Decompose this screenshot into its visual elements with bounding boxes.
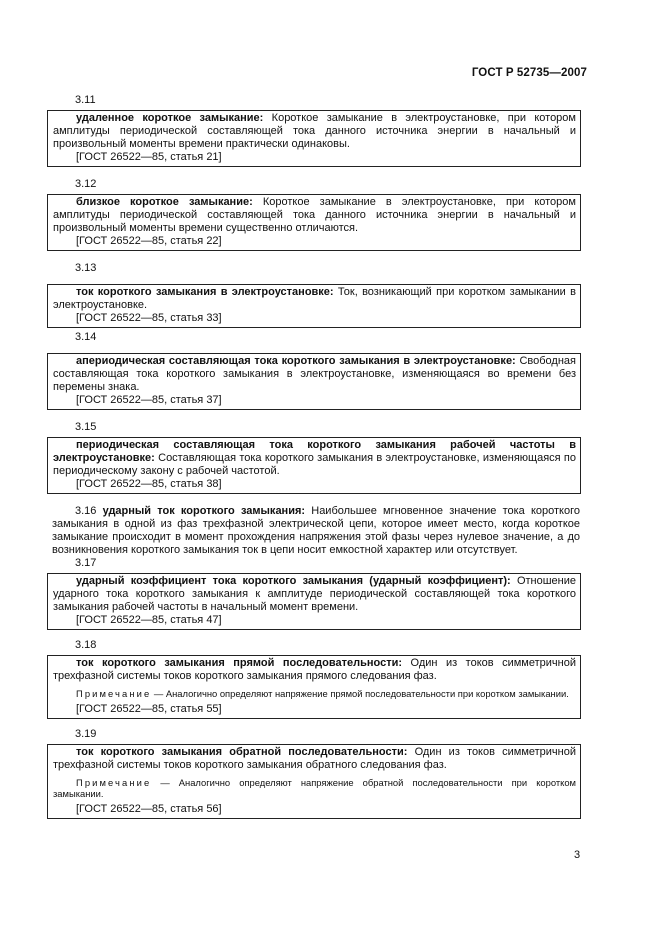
definition-box <box>47 110 581 167</box>
term: удаленное короткое замыкание: <box>76 112 264 124</box>
term: ток короткого замыкания обратной последовательности: <box>76 746 408 758</box>
definition-box <box>47 573 581 630</box>
reference: [ГОСТ 26522—85, статья 22] <box>76 235 222 247</box>
document-header: ГОСТ Р 52735—2007 <box>471 67 587 79</box>
note-label: Примечание <box>76 777 152 788</box>
definition-box <box>47 655 581 719</box>
note-text: — Аналогично определяют напряжение прямой последовательности при коротком замыкании. <box>151 688 569 699</box>
definition-text <box>53 286 576 312</box>
reference: [ГОСТ 26522—85, статья 21] <box>76 151 222 163</box>
definition-box <box>47 284 581 328</box>
definition-text <box>53 746 576 772</box>
definition: Отношение ударного тока короткого замыкания к амплитуде периодической составляющей тока короткого замыкания рабочей частоты в начальный момент времени. <box>53 575 577 613</box>
section-number: 3.17 <box>75 557 97 569</box>
document-body <box>47 94 581 819</box>
section-number: 3.14 <box>75 331 97 343</box>
definition-box <box>47 353 581 410</box>
note <box>53 777 576 799</box>
section-number: 3.16 <box>75 505 97 517</box>
definition-paragraph <box>47 505 581 557</box>
definition-text <box>53 355 576 394</box>
reference: [ГОСТ 26522—85, статья 55] <box>76 703 222 715</box>
definition: Один из токов симметричной трехфазной системы токов короткого замыкания обратного следования фаз. <box>53 746 577 771</box>
definition: Один из токов симметричной трехфазной системы токов короткого замыкания прямого следования фаз. <box>53 657 576 682</box>
page-number: 3 <box>574 849 581 861</box>
reference: [ГОСТ 26522—85, статья 38] <box>76 478 222 490</box>
definition-text <box>53 575 576 614</box>
section-number: 3.12 <box>75 178 97 190</box>
term: близкое короткое замыкание: <box>76 196 253 208</box>
note-text: — Аналогично определяют напряжение обратной последовательности при коротком замыкании. <box>53 777 576 799</box>
reference: [ГОСТ 26522—85, статья 56] <box>76 803 222 815</box>
reference: [ГОСТ 26522—85, статья 37] <box>76 394 222 406</box>
definition-text <box>52 505 580 557</box>
definition: Ток, возникающий при коротком замыкании в электроустановке. <box>53 286 576 311</box>
term: апериодическая составляющая тока короткого замыкания в электроустановке: <box>76 355 516 367</box>
term: периодическая составляющая тока короткого замыкания рабочей частоты в электроустановке: <box>53 439 576 464</box>
definition: Короткое замыкание в электроустановке, при котором амплитуды периодической составляющей тока данного источника энергии в начальный и произвольный моменты времени существенно отличаются. <box>53 196 576 234</box>
definition: Составляющая тока короткого замыкания в электроустановке, изменяющаяся по периодическому закону с рабочей частотой. <box>53 452 576 477</box>
term: ток короткого замыкания в электроустановке: <box>76 286 334 298</box>
definition-box <box>47 744 581 819</box>
reference: [ГОСТ 26522—85, статья 33] <box>76 312 222 324</box>
definition-text <box>53 439 576 478</box>
section-number: 3.19 <box>75 728 97 740</box>
section-number: 3.13 <box>75 262 97 274</box>
reference: [ГОСТ 26522—85, статья 47] <box>76 614 222 626</box>
definition-box <box>47 437 581 494</box>
section-number: 3.15 <box>75 421 97 433</box>
term: ударный коэффициент тока короткого замыкания (ударный коэффициент): <box>76 575 511 587</box>
definition-box <box>47 194 581 251</box>
note <box>53 688 576 699</box>
section-number: 3.18 <box>75 639 97 651</box>
term: ударный ток короткого замыкания: <box>102 505 306 517</box>
definition-text <box>53 196 576 235</box>
note-label: Примечание <box>76 688 152 699</box>
definition: Наибольшее мгновенное значение тока короткого замыкания в одной из фаз трехфазной электрической цепи, которое имеет место, когда короткое замыкание происходит в момент прохождения напряжения этой фазы через нулевое значение, а до возникновения короткого замыкания ток в цепи носит емкостной характер или отсутствует. <box>52 505 580 556</box>
definition: Свободная составляющая тока короткого замыкания в электроустановке, изменяющаяся во времени без перемены знака. <box>53 355 576 393</box>
definition: Короткое замыкание в электроустановке, при котором амплитуды периодической составляющей тока данного источника энергии в начальный и произвольный моменты времени практически одинаковы. <box>53 112 576 150</box>
term: ток короткого замыкания прямой последовательности: <box>76 657 403 669</box>
definition-text <box>53 657 576 683</box>
section-number: 3.11 <box>75 94 96 106</box>
definition-text <box>53 112 576 151</box>
